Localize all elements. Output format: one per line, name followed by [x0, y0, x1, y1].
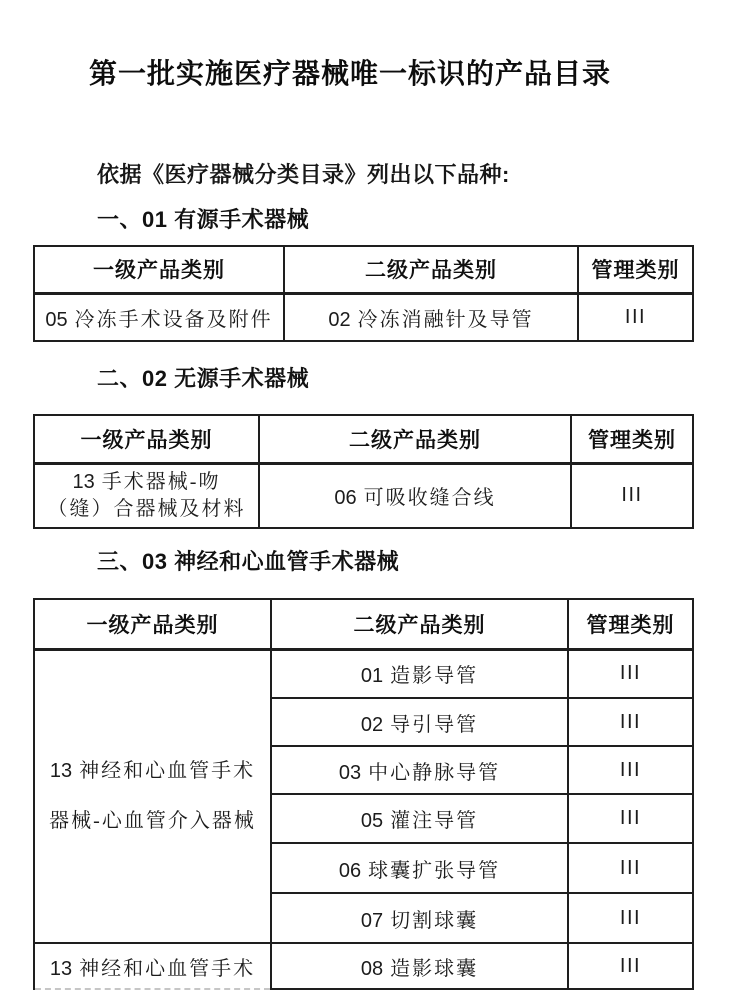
mgmt-class-value: III — [619, 954, 642, 977]
mgmt-class-value: III — [619, 856, 642, 879]
col-header-level1-category: 一级产品类别 — [34, 246, 284, 293]
mgmt-class-cell — [568, 843, 693, 893]
level2-category-name: 导引导管 — [390, 713, 479, 736]
level1-category-name-part2: 器械-心血管介入器械 — [49, 810, 256, 833]
col-header-mgmt-class: 管理类别 — [568, 599, 693, 649]
level1-category-name: 手术器械-吻（缝）合器械及材料 — [47, 470, 246, 520]
table-row-page-break — [34, 943, 693, 989]
level2-category-name: 中心静脉导管 — [368, 761, 501, 784]
level2-category-name: 切割球囊 — [390, 909, 479, 932]
level2-category-cell — [259, 463, 571, 528]
col-header-level1-category: 一级产品类别 — [34, 599, 271, 649]
level1-category-name-part1: 神经和心血管手术 — [79, 760, 256, 783]
level2-category-cell — [271, 893, 568, 943]
level2-category-cell — [271, 943, 568, 989]
col-header-level2-category: 二级产品类别 — [284, 246, 578, 293]
table-header-row — [34, 246, 693, 293]
mgmt-class-cell — [578, 293, 693, 341]
table-header-row — [34, 415, 693, 463]
mgmt-class-cell — [568, 943, 693, 989]
level2-category-code: 06 — [334, 487, 357, 510]
level1-category-line1 — [39, 759, 266, 783]
mgmt-class-cell — [568, 746, 693, 794]
section-2-table — [33, 414, 694, 529]
col-header-level2-category: 二级产品类别 — [259, 415, 571, 463]
table-row — [34, 649, 693, 698]
level2-category-cell — [284, 293, 578, 341]
mgmt-class-value: III — [619, 662, 642, 685]
level1-category-name: 神经和心血管手术 — [79, 957, 256, 980]
level1-category-rowspan-cell — [34, 649, 271, 943]
mgmt-class-value: III — [619, 710, 642, 733]
level2-category-code: 08 — [360, 957, 384, 980]
level1-category-cell — [34, 293, 284, 341]
level2-category-name: 造影导管 — [390, 665, 479, 688]
section-3-heading: 三、03 神经和心血管手术器械 — [97, 549, 400, 574]
level2-category-code: 05 — [360, 810, 384, 832]
table-row — [34, 463, 693, 528]
level1-category-code: 13 — [49, 760, 73, 783]
level2-category-cell — [271, 746, 568, 794]
intro-text: 依据《医疗器械分类目录》列出以下品种: — [97, 162, 510, 187]
level2-category-cell — [271, 698, 568, 746]
mgmt-class-value: III — [619, 906, 642, 929]
col-header-mgmt-class: 管理类别 — [571, 415, 693, 463]
level2-category-cell — [271, 649, 568, 698]
section-2-heading: 二、02 无源手术器械 — [97, 366, 310, 391]
level1-category-code: 05 — [45, 308, 68, 331]
mgmt-class-value: III — [619, 758, 642, 781]
col-header-level2-category: 二级产品类别 — [271, 599, 568, 649]
mgmt-class-value: III — [621, 484, 643, 507]
mgmt-class-cell — [568, 794, 693, 843]
mgmt-class-value: III — [619, 807, 642, 829]
level2-category-code: 07 — [360, 909, 384, 932]
level2-category-code: 02 — [328, 308, 351, 331]
level1-category-cell — [34, 943, 271, 989]
level2-category-name: 球囊扩张导管 — [368, 859, 501, 882]
document-title: 第一批实施医疗器械唯一标识的产品目录 — [88, 58, 611, 89]
col-header-mgmt-class: 管理类别 — [578, 246, 693, 293]
level1-category-code: 13 — [49, 957, 73, 980]
section-1-heading: 一、01 有源手术器械 — [97, 207, 310, 232]
col-header-level1-category: 一级产品类别 — [34, 415, 259, 463]
level2-category-code: 03 — [338, 761, 362, 784]
level1-category-cell — [34, 463, 259, 528]
table-header-row — [34, 599, 693, 649]
level1-category-code: 13 — [72, 470, 95, 493]
level2-category-name: 可吸收缝合线 — [363, 487, 496, 510]
section-3-table — [33, 598, 694, 990]
mgmt-class-cell — [568, 893, 693, 943]
mgmt-class-cell — [568, 649, 693, 698]
mgmt-class-cell — [568, 698, 693, 746]
level1-category-line2 — [39, 809, 266, 833]
level2-category-code: 06 — [338, 859, 362, 882]
table-row — [34, 293, 693, 341]
level2-category-code: 01 — [360, 665, 384, 688]
level2-category-cell — [271, 794, 568, 843]
mgmt-class-cell — [571, 463, 693, 528]
level2-category-name: 造影球囊 — [390, 957, 479, 980]
level2-category-name: 冷冻消融针及导管 — [357, 308, 534, 331]
section-1-table — [33, 245, 694, 342]
level2-category-cell — [271, 843, 568, 893]
level2-category-code: 02 — [360, 713, 384, 736]
mgmt-class-value: III — [624, 305, 647, 328]
level2-category-name: 灌注导管 — [390, 810, 479, 832]
level1-category-name: 冷冻手术设备及附件 — [74, 308, 273, 331]
